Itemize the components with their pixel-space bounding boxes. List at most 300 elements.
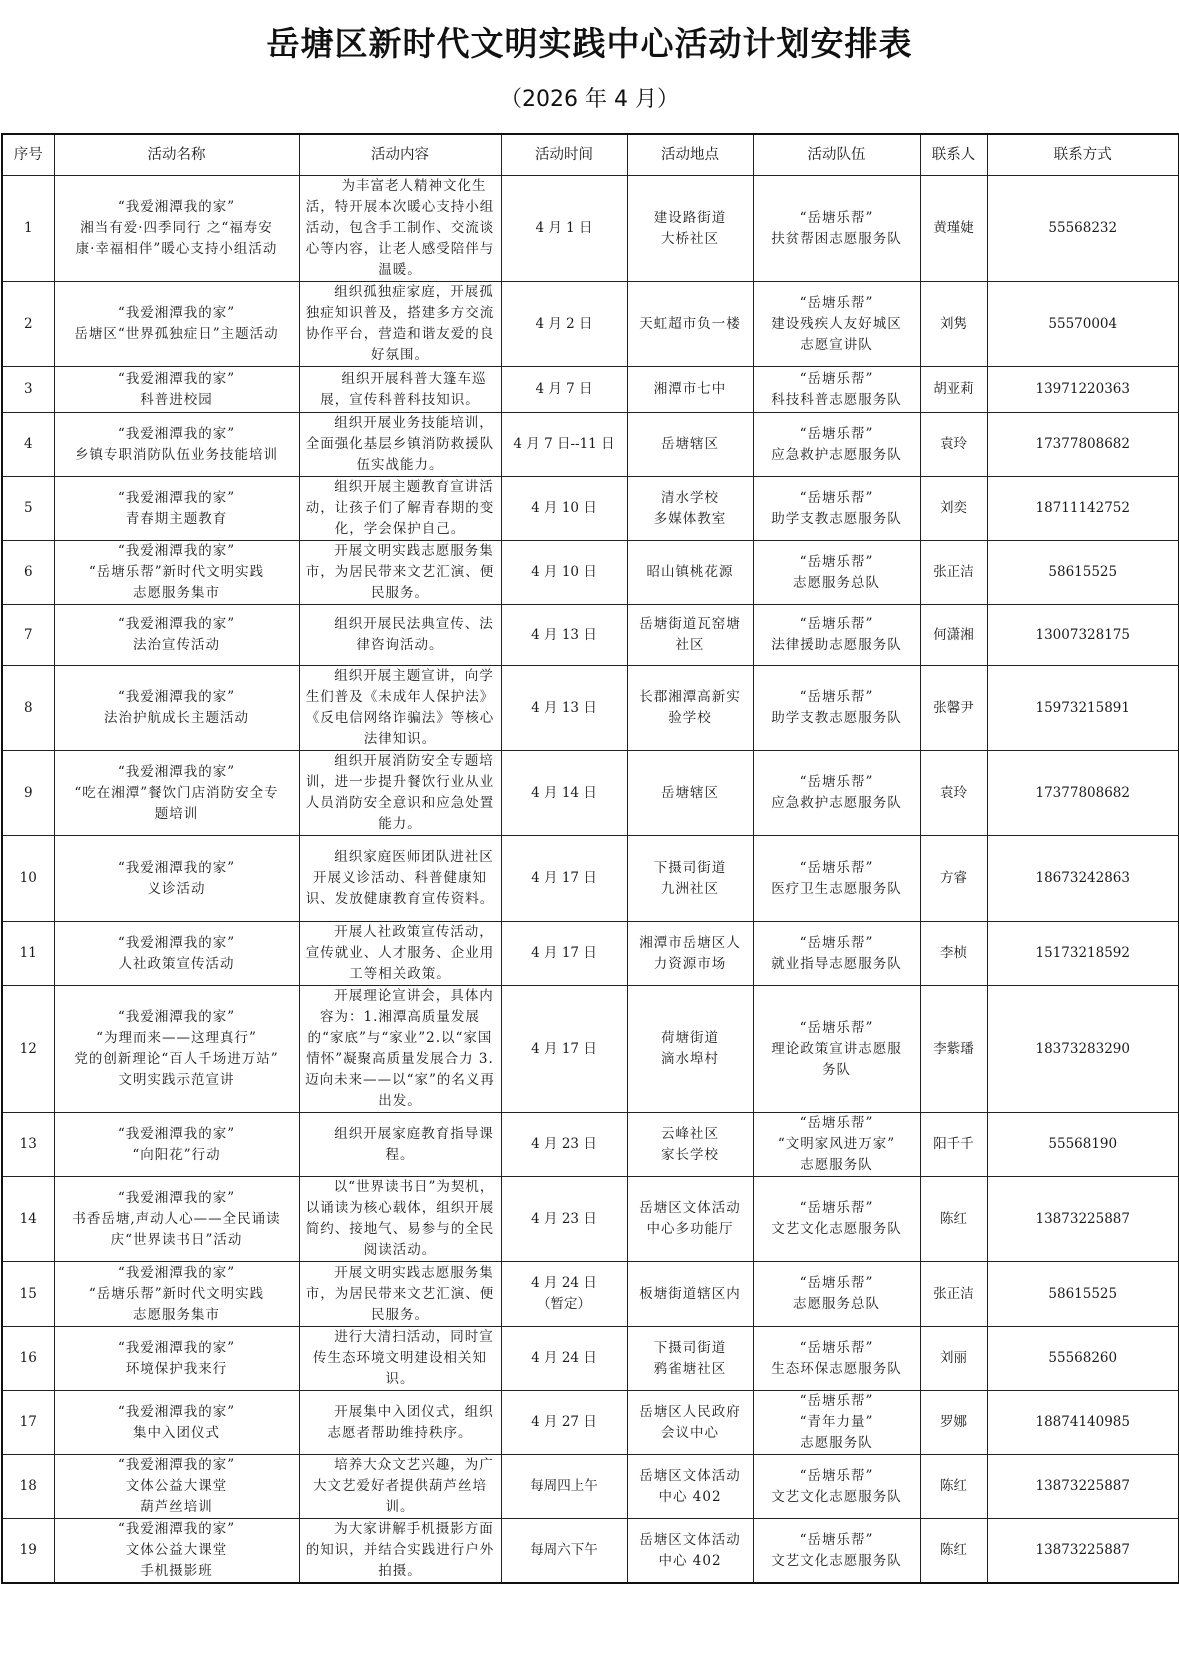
contact-phone: 55568232 [987,176,1179,282]
team-line: 应急救护志愿服务队 [771,446,902,463]
time-line: 4 月 24 日 [531,1350,597,1366]
place-line: 中心 402 [658,1552,722,1569]
name-line: “为理而来——这理真行” [96,1030,257,1046]
name-line: “岳塘乐帮”新时代文明实践 [88,564,265,580]
activity-content [299,666,501,751]
activity-place [627,986,753,1113]
activity-content [299,836,501,922]
activity-time [501,1391,627,1455]
name-line: 义诊活动 [147,880,206,897]
activity-content [299,1391,501,1455]
team-line: 助学支教志愿服务队 [771,710,902,726]
activity-team [753,1177,920,1262]
contact-person: 罗娜 [920,1391,987,1455]
contact-phone: 13873225887 [987,1177,1179,1262]
team-line: “岳塘乐帮” [799,1115,874,1131]
activity-name [54,666,299,751]
place-line: 滴水埠村 [661,1051,719,1067]
place-line: 荷塘街道 [661,1030,719,1046]
place-line: 清水学校 [661,489,719,506]
name-line: “我爱湘潭我的家” [117,199,236,215]
place-line: 岳塘区文体活动 [639,1200,741,1216]
activity-content [299,367,501,413]
row-number: 14 [2,1177,54,1262]
activity-place [627,605,753,666]
activity-name [54,1455,299,1519]
row-number: 7 [2,605,54,666]
contact-person: 李紫璠 [920,986,987,1113]
row-number: 8 [2,666,54,751]
contact-person: 陈红 [920,1177,987,1262]
contact-phone: 13873225887 [987,1455,1179,1519]
table-row [2,282,1179,367]
activity-place [627,282,753,367]
place-line: 岳塘区人民政府 [639,1403,741,1420]
content-text: 为大家讲解手机摄影方面的知识，并结合实践进行户外拍摄。 [305,1521,495,1579]
name-line: 法治护航成长主题活动 [104,710,249,726]
activity-time [501,176,627,282]
name-line: “吃在湘潭”餐饮门店消防安全专 [74,784,279,801]
place-line: 板塘街道辖区内 [639,1285,741,1302]
activity-time [501,282,627,367]
name-line: 青春期主题教育 [125,510,228,527]
activity-time [501,1262,627,1327]
team-line: “岳塘乐帮” [799,859,874,876]
activity-team [753,176,920,282]
place-line: 中心多功能厅 [646,1221,734,1237]
contact-person: 胡亚莉 [920,367,987,413]
row-number: 3 [2,367,54,413]
activity-team [753,1391,920,1455]
header-place: 活动地点 [627,134,753,176]
row-number: 2 [2,282,54,367]
time-line: 4 月 13 日 [531,626,597,643]
time-line: 4 月 27 日 [531,1414,597,1430]
header-team: 活动队伍 [753,134,920,176]
activity-time [501,986,627,1113]
activity-place [627,1113,753,1177]
place-line: 中心 402 [658,1488,722,1505]
table-row [2,922,1179,986]
team-line: 志愿服务总队 [793,574,880,591]
team-line: 文艺文化志愿服务队 [771,1221,902,1237]
time-line: 4 月 23 日 [531,1210,597,1227]
team-line: “岳塘乐帮” [799,1019,874,1036]
activity-time [501,1113,627,1177]
activity-time [501,541,627,605]
place-line: 岳塘区文体活动 [639,1467,741,1484]
name-line: “岳塘乐帮”新时代文明实践 [88,1285,265,1302]
activity-time [501,605,627,666]
contact-person: 阳千千 [920,1113,987,1177]
name-line: 湘当有爱·四季同行 之“福寿安 [80,220,273,236]
row-number: 15 [2,1262,54,1327]
contact-phone: 17377808682 [987,751,1179,836]
table-row [2,1327,1179,1391]
time-line: 4 月 24 日 [531,1275,597,1291]
activity-content [299,282,501,367]
page-title: 岳塘区新时代文明实践中心活动计划安排表 [266,24,913,63]
team-line: 医疗卫生志愿服务队 [771,880,902,897]
activity-content [299,751,501,836]
table-row [2,1391,1179,1455]
header-no: 序号 [2,134,54,176]
table-row [2,751,1179,836]
contact-phone: 13873225887 [987,1519,1179,1584]
page-subtitle: （2026 年 4 月） [500,87,679,112]
contact-phone: 58615525 [987,1262,1179,1327]
time-line: （暂定） [537,1296,591,1312]
name-line: “我爱湘潭我的家” [117,425,236,442]
name-line: 葫芦丝培训 [140,1499,213,1515]
team-line: 务队 [822,1061,851,1078]
content-text: 开展文明实践志愿服务集市，为居民带来文艺汇演、便民服务。 [305,1264,495,1323]
place-line: 建设路街道 [653,209,727,226]
activity-name [54,1113,299,1177]
activity-time [501,367,627,413]
time-line: 4 月 7 日 [535,381,593,397]
team-line: 生态环保志愿服务队 [771,1360,902,1377]
activity-place [627,1262,753,1327]
place-line: 家长学校 [661,1146,719,1163]
name-line: 康·幸福相伴”暖心支持小组活动 [75,241,278,257]
row-number: 9 [2,751,54,836]
table-body [2,176,1179,1584]
place-line: 长郡湘潭高新实 [639,689,741,705]
contact-phone: 55568190 [987,1113,1179,1177]
activity-time [501,413,627,477]
activity-name [54,986,299,1113]
activity-team [753,477,920,541]
activity-place [627,1519,753,1584]
team-line: “岳塘乐帮” [799,370,874,387]
time-line: 4 月 13 日 [531,699,597,716]
activity-content [299,1113,501,1177]
team-line: “岳塘乐帮” [799,553,874,570]
content-text: 组织开展科普大篷车巡展，宣传科普科技知识。 [320,370,487,408]
table-row [2,1262,1179,1327]
contact-phone: 13971220363 [987,367,1179,413]
name-line: “向阳花”行动 [132,1146,221,1163]
name-line: 文体公益大课堂 [125,1478,228,1494]
activity-team [753,541,920,605]
activity-name [54,1327,299,1391]
activity-name [54,836,299,922]
activity-content [299,986,501,1113]
content-text: 培养大众文艺兴趣，为广大文艺爱好者提供葫芦丝培训。 [313,1457,494,1515]
activity-team [753,986,920,1113]
name-line: 书香岳塘,声动人心——全民诵读 [72,1210,281,1227]
team-line: “岳塘乐帮” [799,1339,874,1356]
place-line: 社区 [675,637,705,653]
team-line: “岳塘乐帮” [799,1467,874,1484]
contact-person: 刘隽 [920,282,987,367]
time-line: 4 月 10 日 [531,564,597,580]
activity-name [54,176,299,282]
name-line: “我爱湘潭我的家” [117,859,236,876]
team-line: “岳塘乐帮” [799,294,874,311]
activity-team [753,605,920,666]
content-text: 进行大清扫活动，同时宣传生态环境文明建设相关知识。 [313,1329,494,1387]
contact-phone: 58615525 [987,541,1179,605]
activity-content [299,1519,501,1584]
activity-team [753,666,920,751]
activity-content [299,477,501,541]
row-number: 11 [2,922,54,986]
team-line: 志愿宣讲队 [800,336,873,353]
activity-content [299,605,501,666]
row-number: 19 [2,1519,54,1584]
row-number: 17 [2,1391,54,1455]
place-line: 验学校 [668,710,712,726]
name-line: “我爱湘潭我的家” [117,305,236,321]
activity-time [501,477,627,541]
activity-name [54,367,299,413]
activity-content [299,1177,501,1262]
activity-team [753,1262,920,1327]
table-row [2,477,1179,541]
activity-name [54,922,299,986]
team-line: “岳塘乐帮” [799,616,874,632]
contact-person: 何潇湘 [920,605,987,666]
activity-content [299,1327,501,1391]
contact-phone: 18711142752 [987,477,1179,541]
table-row [2,986,1179,1113]
team-line: “岳塘乐帮” [799,489,874,506]
activity-name [54,1262,299,1327]
name-line: “我爱湘潭我的家” [117,543,236,559]
name-line: “我爱湘潭我的家” [117,934,236,951]
row-number: 16 [2,1327,54,1391]
team-line: 应急救护志愿服务队 [771,795,902,811]
team-line: “文明家风进万家” [777,1136,896,1152]
activity-place [627,1327,753,1391]
content-text: 组织孤独症家庭，开展孤独症知识普及，搭建多方交流协作平台，营造和谐友爱的良好氛围。 [305,284,495,363]
name-line: 手机摄影班 [140,1563,213,1579]
name-line: “我爱湘潭我的家” [117,1264,236,1281]
place-line: 岳塘街道瓦窑塘 [639,616,741,632]
contact-phone: 13007328175 [987,605,1179,666]
place-line: 会议中心 [661,1424,719,1441]
team-line: 文艺文化志愿服务队 [771,1488,902,1505]
contact-phone: 55568260 [987,1327,1179,1391]
content-text: 组织家庭医师团队进社区开展义诊活动、科普健康知识、发放健康教育宣传资料。 [305,849,495,907]
contact-phone: 18673242863 [987,836,1179,922]
team-line: “岳塘乐帮” [799,774,874,790]
name-line: 科普进校园 [140,391,213,408]
team-line: “岳塘乐帮” [799,209,874,226]
place-line: 岳塘辖区 [661,436,719,452]
team-line: 法律援助志愿服务队 [771,637,902,653]
name-line: “我爱湘潭我的家” [117,1189,236,1206]
activity-place [627,176,753,282]
activity-team [753,1455,920,1519]
content-text: 为丰富老人精神文化生活，特开展本次暖心支持小组活动，包含手工制作、交流谈心等内容，让老人感受陪伴与温暖。 [305,178,495,278]
activity-time [501,1519,627,1584]
header-phone: 联系方式 [987,134,1179,176]
activity-content [299,541,501,605]
table-row [2,836,1179,922]
team-line: 理论政策宣讲志愿服 [771,1040,902,1057]
table-row [2,605,1179,666]
name-line: “我爱湘潭我的家” [117,1457,236,1473]
activity-team [753,1113,920,1177]
team-line: “岳塘乐帮” [799,425,874,442]
place-line: 九洲社区 [661,880,719,897]
activity-place [627,367,753,413]
activity-place [627,836,753,922]
activity-place [627,666,753,751]
row-number: 5 [2,477,54,541]
header-name: 活动名称 [54,134,299,176]
team-line: “岳塘乐帮” [799,1275,874,1291]
name-line: “我爱湘潭我的家” [117,370,236,387]
activity-team [753,413,920,477]
activity-time [501,1455,627,1519]
team-line: 科技科普志愿服务队 [771,391,902,408]
contact-person: 张正洁 [920,541,987,605]
table-row [2,413,1179,477]
team-line: 助学支教志愿服务队 [771,510,902,527]
content-text: 开展人社政策宣传活动，宣传就业、人才服务、企业用工等相关政策。 [305,924,495,982]
contact-person: 张馨尹 [920,666,987,751]
contact-person: 刘奕 [920,477,987,541]
team-line: 建设残疾人友好城区 [771,315,902,332]
team-line: 志愿服务总队 [793,1296,880,1312]
activity-place [627,751,753,836]
team-line: “岳塘乐帮” [799,1531,874,1548]
place-line: 湘潭市岳塘区人 [639,934,741,951]
time-line: 4 月 23 日 [531,1136,597,1152]
activity-team [753,1519,920,1584]
activity-name [54,1391,299,1455]
name-line: “我爱湘潭我的家” [117,1125,236,1142]
activity-content [299,413,501,477]
name-line: 文体公益大课堂 [125,1542,228,1558]
table-row [2,176,1179,282]
name-line: 岳塘区“世界孤独症日”主题活动 [74,326,279,342]
team-line: 志愿服务队 [800,1157,873,1173]
activity-team [753,282,920,367]
name-line: 庆“世界读书日”活动 [110,1231,243,1248]
activity-team [753,1327,920,1391]
time-line: 4 月 2 日 [535,315,593,332]
activity-content [299,1455,501,1519]
name-line: “我爱湘潭我的家” [117,1403,236,1420]
time-line: 4 月 17 日 [531,870,597,886]
name-line: 环境保护我来行 [125,1360,228,1377]
team-line: 扶贫帮困志愿服务队 [771,230,902,247]
place-line: 大桥社区 [661,230,719,247]
contact-person: 张正洁 [920,1262,987,1327]
table-row [2,1113,1179,1177]
name-line: 法治宣传活动 [133,637,220,653]
place-line: 力资源市场 [653,955,727,972]
activity-team [753,836,920,922]
contact-person: 袁玲 [920,751,987,836]
activity-place [627,541,753,605]
content-text: 以“世界读书日”为契机，以诵读为核心载体，组织开展简约、接地气、易参与的全民阅读活动。 [305,1179,495,1258]
name-line: 集中入团仪式 [133,1424,220,1441]
time-line: 4 月 17 日 [531,945,597,961]
activity-time [501,836,627,922]
contact-phone: 15973215891 [987,666,1179,751]
name-line: “我爱湘潭我的家” [117,1009,236,1025]
row-number: 13 [2,1113,54,1177]
time-line: 4 月 17 日 [531,1040,597,1057]
place-line: 云峰社区 [661,1125,719,1142]
content-text: 开展文明实践志愿服务集市，为居民带来文艺汇演、便民服务。 [305,543,495,601]
row-number: 18 [2,1455,54,1519]
activity-place [627,477,753,541]
contact-person: 方睿 [920,836,987,922]
name-line: “我爱湘潭我的家” [117,763,236,780]
activity-time [501,1177,627,1262]
content-text: 组织开展主题宣讲，向学生们普及《未成年人保护法》《反电信网络诈骗法》等核心法律知识。 [305,668,495,747]
table-row [2,1455,1179,1519]
time-line: 4 月 1 日 [535,220,593,236]
time-line: 4 月 7 日--11 日 [513,436,615,452]
contact-person: 袁玲 [920,413,987,477]
activity-place [627,1177,753,1262]
team-line: 就业指导志愿服务队 [771,955,902,972]
contact-phone: 15173218592 [987,922,1179,986]
activity-name [54,1177,299,1262]
contact-phone: 18874140985 [987,1391,1179,1455]
content-text: 组织开展主题教育宣讲活动，让孩子们了解青春期的变化，学会保护自己。 [305,479,495,537]
content-text: 组织开展民法典宣传、法律咨询活动。 [334,616,494,653]
place-line: 下摄司街道 [653,859,727,876]
content-text: 开展集中入团仪式，组织志愿者帮助维持秩序。 [327,1403,494,1441]
activity-name [54,282,299,367]
time-line: 每周六下午 [530,1542,598,1558]
table-row [2,666,1179,751]
team-line: “青年力量” [799,1414,874,1430]
activity-content [299,1262,501,1327]
row-number: 4 [2,413,54,477]
contact-person: 李桢 [920,922,987,986]
activity-name [54,1519,299,1584]
row-number: 1 [2,176,54,282]
activity-time [501,1327,627,1391]
activity-time [501,666,627,751]
content-text: 组织开展消防安全专题培训，进一步提升餐饮行业从业人员消防安全意识和应急处置能力。 [305,753,495,832]
team-line: 文艺文化志愿服务队 [771,1552,902,1569]
table-row [2,541,1179,605]
contact-phone: 17377808682 [987,413,1179,477]
table-row [2,1519,1179,1584]
name-line: “我爱湘潭我的家” [117,489,236,506]
activity-place [627,413,753,477]
name-line: “我爱湘潭我的家” [117,1339,236,1356]
place-line: 岳塘区文体活动 [639,1531,741,1548]
contact-person: 黄瑾婕 [920,176,987,282]
header-contact: 联系人 [920,134,987,176]
place-line: 下摄司街道 [653,1339,727,1356]
activity-place [627,922,753,986]
activity-team [753,922,920,986]
content-text: 组织开展业务技能培训，全面强化基层乡镇消防救援队伍实战能力。 [305,415,495,473]
name-line: 乡镇专职消防队伍业务技能培训 [75,446,278,463]
row-number: 12 [2,986,54,1113]
activity-content [299,176,501,282]
name-line: “我爱湘潭我的家” [117,616,236,632]
content-text: 组织开展家庭教育指导课程。 [334,1125,494,1163]
team-line: “岳塘乐帮” [799,689,874,705]
time-line: 4 月 10 日 [531,500,597,516]
activity-place [627,1455,753,1519]
name-line: 志愿服务集市 [133,585,220,601]
